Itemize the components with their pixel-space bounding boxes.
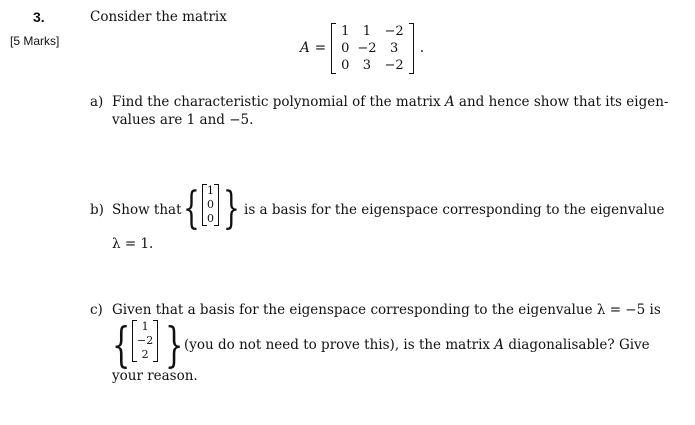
basis-vector-c bbox=[132, 320, 158, 362]
matrix-cell: 0 bbox=[341, 40, 350, 56]
part-b-label: b) bbox=[90, 202, 104, 218]
part-a-text-1: Find the characteristic polynomial of the matrix bbox=[112, 94, 441, 110]
part-c-text-1: Given that a basis for the eigenspace corresponding to the eigenvalue λ = −5 is bbox=[112, 302, 661, 318]
matrix-right-bracket bbox=[409, 23, 414, 74]
matrix-row bbox=[337, 40, 408, 57]
matrix-cell: 0 bbox=[341, 57, 350, 73]
part-a-var: A bbox=[444, 94, 455, 110]
matrix-a bbox=[331, 23, 414, 74]
part-c-text-2: (you do not need to prove this), is the matrix bbox=[184, 337, 490, 353]
part-c-text-3: diagonalisable? Give bbox=[508, 337, 650, 353]
matrix-row bbox=[337, 23, 408, 40]
matrix-cell: 1 bbox=[362, 23, 372, 39]
matrix-cell: −2 bbox=[384, 57, 404, 73]
matrix-a-display bbox=[300, 20, 424, 76]
matrix-period: . bbox=[419, 40, 424, 56]
vector-entry: 2 bbox=[141, 348, 149, 361]
part-a-label: a) bbox=[90, 94, 104, 110]
basis-vector-b bbox=[202, 184, 219, 226]
vector-entry: 1 bbox=[141, 320, 149, 333]
matrix-cell: −2 bbox=[357, 40, 377, 56]
part-b-text-1: Show that bbox=[112, 202, 182, 218]
part-c-line-2 bbox=[184, 337, 650, 353]
matrix-cell: 1 bbox=[341, 23, 350, 39]
matrix-left-bracket bbox=[331, 23, 336, 74]
left-brace: { bbox=[183, 183, 200, 234]
part-c-var: A bbox=[494, 337, 505, 353]
right-brace: } bbox=[165, 317, 184, 373]
matrix-cell: 3 bbox=[389, 40, 399, 56]
vector-left-bracket bbox=[202, 184, 207, 226]
question-intro: Consider the matrix bbox=[90, 9, 227, 25]
part-a-line-1 bbox=[112, 94, 669, 110]
vector-entry: 0 bbox=[207, 198, 214, 211]
matrix-cell: −2 bbox=[384, 23, 404, 39]
matrix-cell: 3 bbox=[362, 57, 372, 73]
right-brace: } bbox=[223, 183, 240, 234]
vector-left-bracket bbox=[132, 320, 137, 362]
part-a-text-2: and hence show that its eigen- bbox=[458, 94, 669, 110]
part-b-text-2: is a basis for the eigenspace corresponding to the eigenvalue bbox=[244, 202, 665, 218]
equals-sign: = bbox=[314, 40, 327, 56]
matrix-row bbox=[337, 57, 408, 74]
question-marks: [5 Marks] bbox=[10, 34, 60, 48]
vector-entry: 1 bbox=[207, 184, 214, 197]
vector-entry: 0 bbox=[207, 212, 214, 225]
vector-entry: −2 bbox=[137, 334, 154, 347]
part-b-text-3: λ = 1. bbox=[112, 236, 154, 252]
part-b-vector-set bbox=[183, 180, 240, 240]
question-number: 3. bbox=[33, 9, 45, 25]
matrix-a-name: A bbox=[300, 40, 310, 56]
left-brace: { bbox=[112, 317, 131, 373]
part-c-text-4: your reason. bbox=[112, 368, 198, 384]
vector-right-bracket bbox=[153, 320, 158, 362]
part-c-label: c) bbox=[90, 302, 103, 318]
part-a-text-3: values are 1 and −5. bbox=[112, 112, 254, 128]
vector-right-bracket bbox=[214, 184, 219, 226]
